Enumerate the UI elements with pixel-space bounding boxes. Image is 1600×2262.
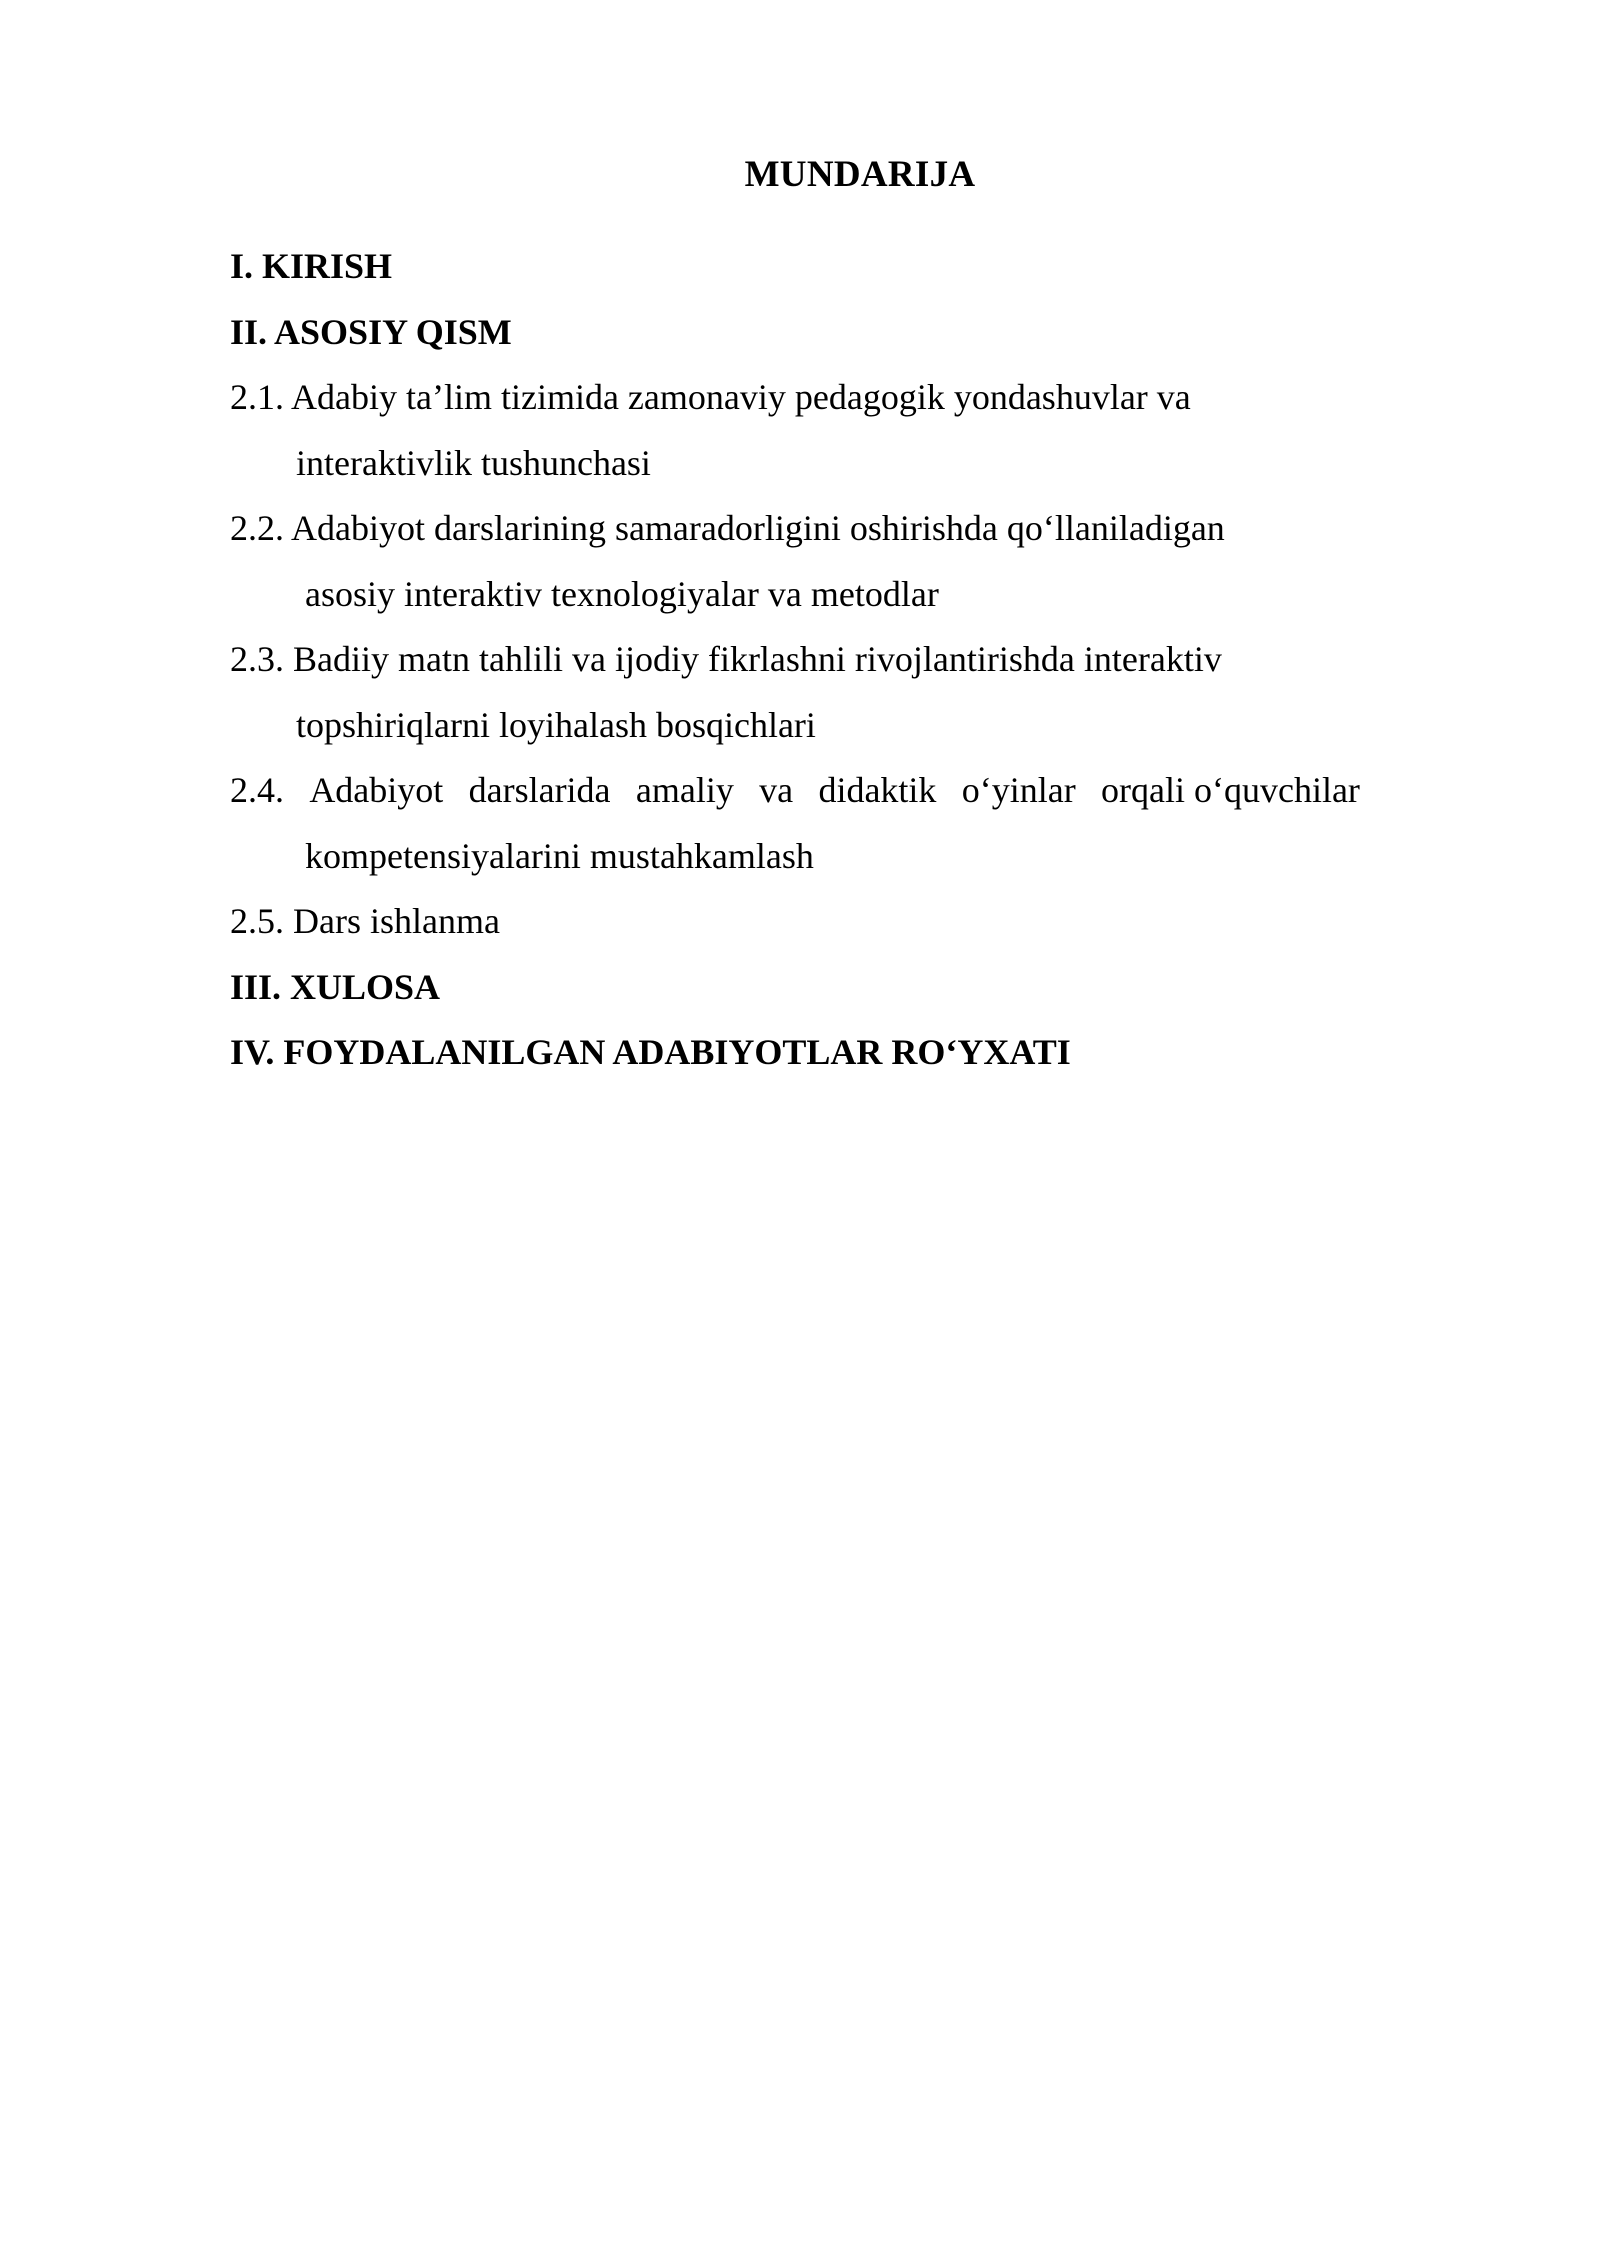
toc-entry-2-4-word: amaliy bbox=[635, 770, 734, 810]
toc-entry-2-4-word: darslarida bbox=[468, 770, 611, 810]
toc-entry-2-4-word: orqali o‘quvchilar bbox=[1101, 770, 1360, 810]
table-of-contents bbox=[230, 234, 1370, 1086]
toc-entry-2-4-word: didaktik bbox=[818, 770, 937, 810]
toc-entry-asosiy-qism: II. ASOSIY QISM bbox=[230, 311, 512, 352]
toc-entry-2-4-word: o‘yinlar bbox=[961, 770, 1076, 810]
toc-entry-2-4-word: va bbox=[759, 770, 794, 810]
toc-entry-2-4 bbox=[230, 758, 1360, 824]
toc-title: MUNDARIJA bbox=[744, 154, 976, 195]
toc-entry-adabiyotlar: IV. FOYDALANILGAN ADABIYOTLAR RO‘YXATI bbox=[230, 1032, 1071, 1072]
toc-entry-2-2-continuation: asosiy interaktiv texnologiyalar va metodlar bbox=[305, 573, 939, 614]
toc-entry-2-4-word: 2.4. bbox=[230, 770, 284, 810]
toc-entry-2-4-word: Adabiyot bbox=[309, 770, 444, 810]
toc-entry-2-5: 2.5. Dars ishlanma bbox=[230, 901, 500, 941]
toc-entry-2-4-continuation: kompetensiyalarini mustahkamlash bbox=[305, 835, 814, 876]
toc-entry-2-1: 2.1. Adabiy ta’lim tizimida zamonaviy pedagogik yondashuvlar va bbox=[230, 377, 1191, 417]
toc-entry-2-3-continuation: topshiriqlarni loyihalash bosqichlari bbox=[296, 704, 816, 745]
toc-entry-2-2: 2.2. Adabiyot darslarining samaradorligini oshirishda qo‘llaniladigan bbox=[230, 508, 1225, 548]
toc-entry-xulosa: III. XULOSA bbox=[230, 966, 441, 1007]
toc-entry-2-3: 2.3. Badiiy matn tahlili va ijodiy fikrlashni rivojlantirishda interaktiv bbox=[230, 639, 1222, 679]
toc-entry-kirish: I. KIRISH bbox=[230, 246, 393, 286]
toc-entry-2-1-continuation: interaktivlik tushunchasi bbox=[296, 442, 651, 483]
